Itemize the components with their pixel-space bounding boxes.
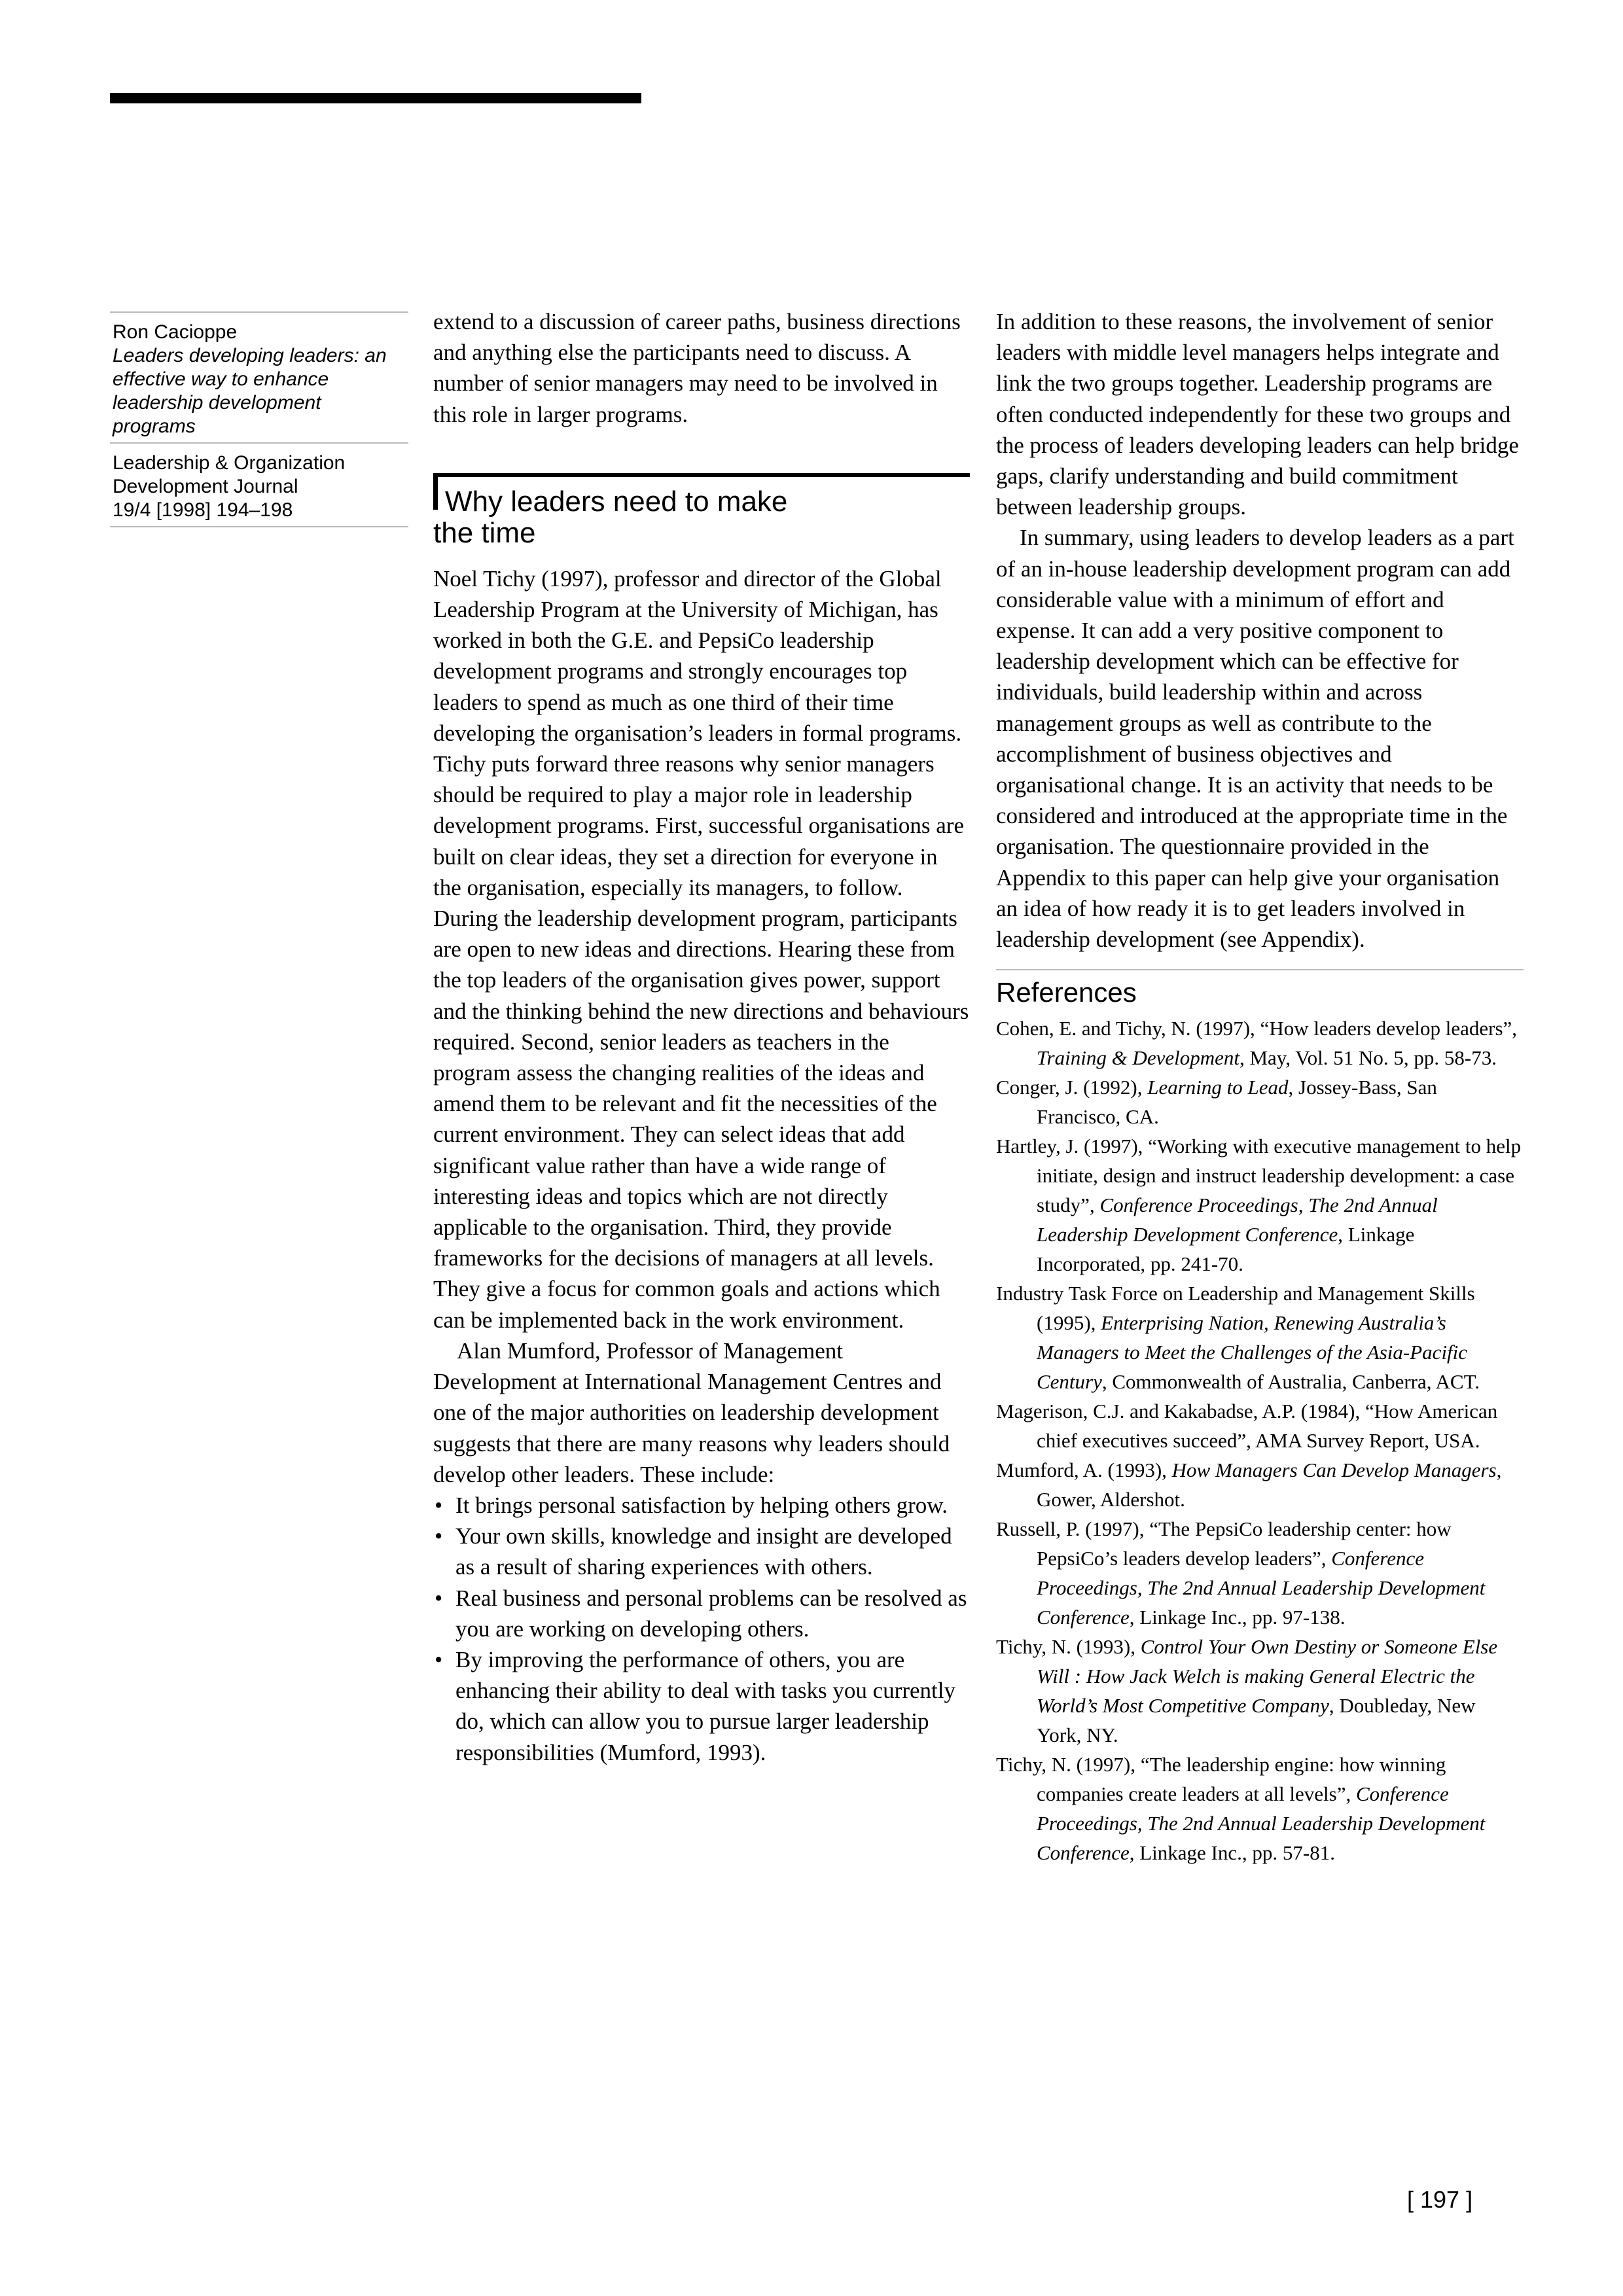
reference-item: Magerison, C.J. and Kakabadse, A.P. (1984), “How American chief executives succeed”, AMA Survey Report, USA. [996,1400,1498,1453]
body-paragraph: In summary, using leaders to develop leaders as a part of an in-house leadership development program can add considerable value with a minimum of effort and expense. It can add a very positive component to leadership development which can be effective for individuals, build leadership within and across management groups as well as contribute to the accomplishment of business objectives and organisational change. It is an activity that needs to be considered and introduced at the appropriate time in the organisation. The questionnaire provided in the Appendix to this paper can help give your organisation an idea of how ready it is to get leaders involved in leadership development (see Appendix). [996,525,1514,953]
middle-column [433,306,970,1768]
heading-text: Why leaders need to make [445,485,788,518]
header-rule [110,93,641,103]
references-rule [996,969,1524,970]
heading-text: the time [433,516,536,549]
references-list [996,1014,1524,1867]
heading-rule [433,473,970,477]
list-item: • Real business and personal problems can be resolved as you are working on developing others. [433,1583,970,1644]
body-paragraph: extend to a discussion of career paths, business directions and anything else the participants need to discuss. A number of senior managers may need to be involved in this role in larger programs. [433,309,961,427]
journal-issue: 19/4 [1998] 194–198 [113,499,293,521]
page-number: [ 197 ] [1407,2186,1473,2213]
reference-item: Russell, P. (1997), “The PepsiCo leadership center: how PepsiCo’s leaders develop leaders”, Conference Proceedings, The 2nd Annual Leadership Development Conference, Linkage Inc., pp. 97-138. [996,1517,1486,1629]
reference-item: Cohen, E. and Tichy, N. (1997), “How leaders develop leaders”, Training & Development, May, Vol. 51 No. 5, pp. 58-73. [996,1017,1518,1070]
article-title: Leaders developing leaders: an effective way to enhance leadership development programs [113,345,387,437]
heading-marker [433,473,438,510]
reference-item: Tichy, N. (1993), Control Your Own Destiny or Someone Else Will : How Jack Welch is making General Electric the World’s Most Competitive Company, Doubleday, New York, NY. [996,1635,1498,1747]
list-item: • Your own skills, knowledge and insight are developed as a result of sharing experiences with others. [433,1521,970,1582]
body-paragraph: Alan Mumford, Professor of Management Development at International Management Centres and one of the major authorities on leadership development suggests that there are many reasons why leaders should develop other leaders. These include: [433,1337,950,1487]
body-paragraph: Noel Tichy (1997), professor and director of the Global Leadership Program at the University of Michigan, has worked in both the G.E. and PepsiCo leadership development programs and strongly encourages top leaders to spend as much as one third of their time developing the organisation’s leaders in formal programs. Tichy puts forward three reasons why senior managers should be required to play a major role in leadership development programs. First, successful organisations are built on clear ideas, they set a direction for everyone in the organisation, especially its managers, to follow. During the leadership development program, participants are open to new ideas and directions. Hearing these from the top leaders of the organisation gives power, support and the thinking behind the new directions and behaviours required. Second, senior leaders as teachers in the program assess the changing realities of the ideas and amend them to be relevant and fit the necessities of the current environment. They can select ideas that add significant value rather than have a wide range of interesting ideas and topics which are not directly applicable to the organisation. Third, they provide frameworks for the decisions of managers at all levels. They give a focus for common goals and actions which can be implemented back in the work environment. [433,565,969,1333]
section-heading [433,473,970,549]
journal-name-line: Leadership & Organization [113,452,346,474]
bullet-list [433,1490,970,1768]
reference-item: Mumford, A. (1993), How Managers Can Develop Managers, Gower, Aldershot. [996,1458,1502,1511]
list-item: • It brings personal satisfaction by helping others grow. [433,1490,970,1521]
references-heading: References [996,977,1137,1008]
body-paragraph: In addition to these reasons, the involvement of senior leaders with middle level managers helps integrate and link the two groups together. Leadership programs are often conducted independently for these two groups and the process of leaders developing leaders can help bridge gaps, clarify understanding and build commitment between leadership groups. [996,309,1519,520]
reference-item: Hartley, J. (1997), “Working with executive management to help initiate, design and instruct leadership development: a case study”, Conference Proceedings, The 2nd Annual Leadership Development Conference, Linkage Incorporated, pp. 241-70. [996,1135,1522,1276]
sidebar-rule [110,526,408,527]
reference-item: Tichy, N. (1997), “The leadership engine: how winning companies create leaders at all levels”, Conference Proceedings, The 2nd Annual Leadership Development Conference, Linkage Inc., pp. 57-81. [996,1753,1486,1865]
right-column [996,306,1524,1867]
article-sidebar [110,311,408,527]
journal-name-line: Development Journal [113,476,298,497]
reference-item: Industry Task Force on Leadership and Management Skills (1995), Enterprising Nation, Renewing Australia’s Managers to Meet the Challenges of the Asia-Pacific Century, Commonwealth of Australia, Canberra, ACT. [996,1282,1480,1394]
reference-item: Conger, J. (1992), Learning to Lead, Jossey-Bass, San Francisco, CA. [996,1076,1437,1129]
list-item: • By improving the performance of others, you are enhancing their ability to deal with tasks you currently do, which can allow you to pursue larger leadership responsibilities (Mumford, 1993). [433,1644,970,1768]
author-name: Ron Cacioppe [113,321,238,343]
